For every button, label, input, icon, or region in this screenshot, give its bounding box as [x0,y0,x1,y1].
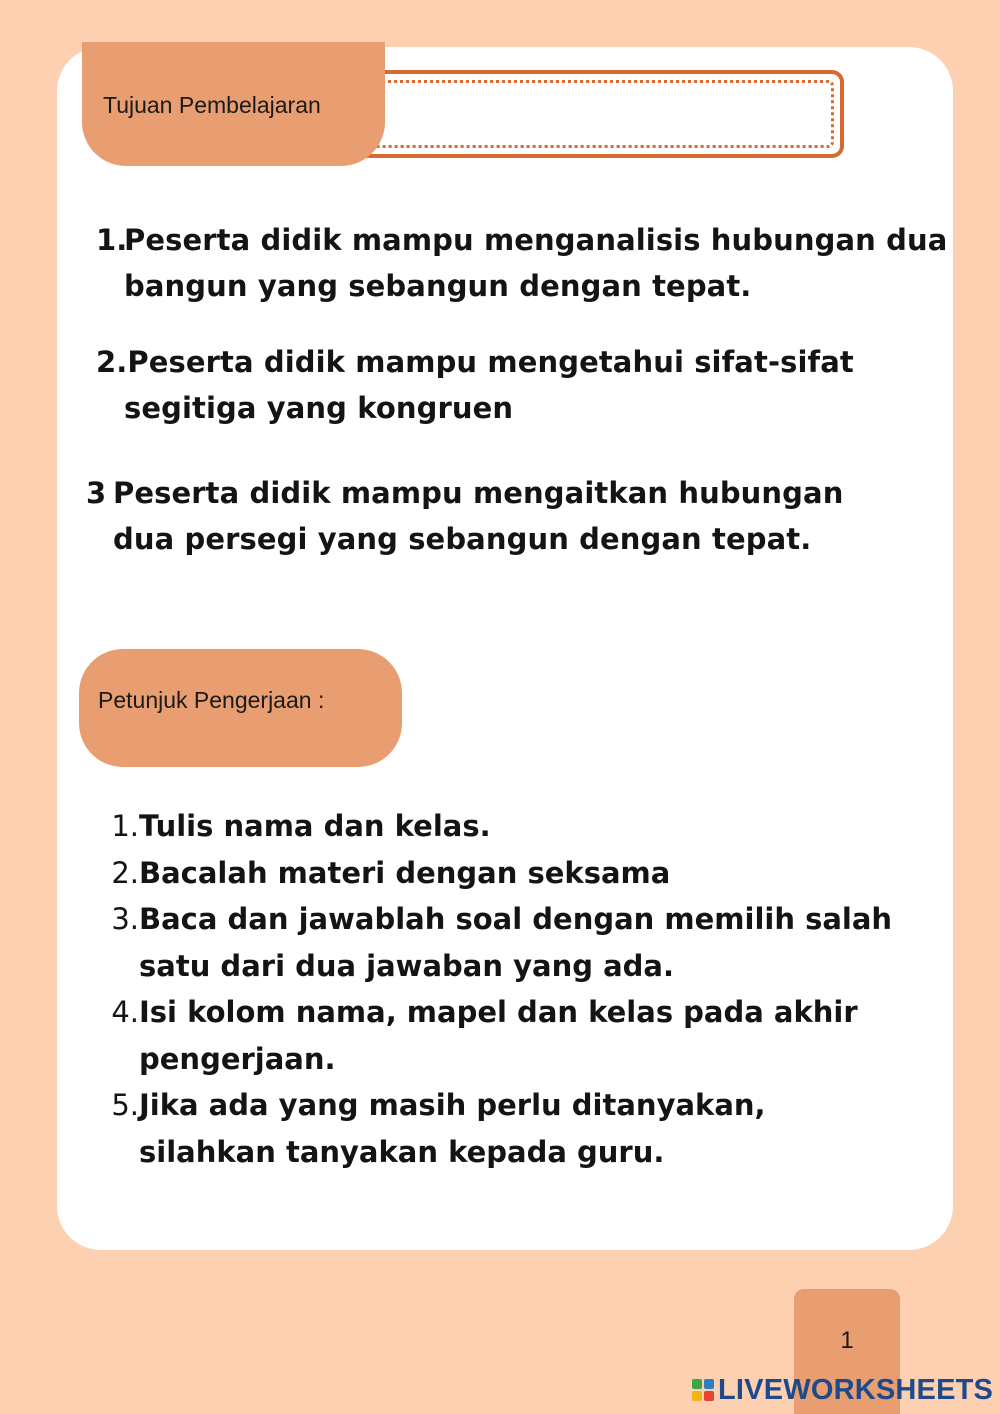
tujuan-pembelajaran-tab [82,42,385,166]
instruction-number: 3. [111,902,139,936]
instruction-item [105,989,895,1082]
goal-line: bangun yang sebangun dengan tepat. [124,269,752,303]
instruction-text: Isi kolom nama, mapel dan kelas pada akhir pengerjaan. [139,995,858,1076]
instruction-item [105,896,895,989]
title-banner-frame [318,70,844,158]
instruction-list [105,803,895,1175]
page-number: 1 [840,1327,854,1354]
goal-line: segitiga yang kongruen [124,391,514,425]
goal-item [96,339,854,431]
logo-square-icon [704,1391,714,1401]
instruction-text: Tulis nama dan kelas. [139,809,491,843]
goal-line: Peserta didik mampu mengaitkan hubungan [113,476,844,510]
instruction-item [105,850,895,897]
logo-square-icon [692,1391,702,1401]
goal-number: 3 [86,476,107,510]
instruction-number: 2. [111,855,139,890]
goal-line: Peserta didik mampu mengetahui sifat-sifat [127,345,854,379]
title-banner-dotted-border [328,80,834,148]
instruction-text: Baca dan jawablah soal dengan memilih salah satu dari dua jawaban yang ada. [139,902,893,983]
liveworksheets-logo [692,1372,993,1408]
liveworksheets-logo-icon [692,1379,714,1401]
logo-square-icon [704,1379,714,1389]
goal-number: 1. [96,223,128,257]
instruction-text: Jika ada yang masih perlu ditanyakan, silahkan tanyakan kepada guru. [139,1088,766,1169]
logo-square-icon [692,1379,702,1389]
liveworksheets-logo-text: LIVEWORKSHEETS [718,1373,994,1406]
instruction-item [105,803,895,850]
goal-item [96,217,947,309]
instruction-number: 5. [111,1088,139,1122]
goal-item [86,470,843,562]
petunjuk-pengerjaan-label: Petunjuk Pengerjaan : [98,687,325,713]
instruction-number: 4. [111,995,139,1029]
petunjuk-pengerjaan-tab [79,649,402,767]
instruction-item [105,1082,895,1175]
instruction-text: Bacalah materi dengan seksama [139,855,671,890]
instruction-number: 1. [111,809,139,843]
goal-line: Peserta didik mampu menganalisis hubungan dua [124,223,948,257]
goal-line: dua persegi yang sebangun dengan tepat. [113,522,812,556]
goal-number: 2. [96,345,128,379]
tujuan-pembelajaran-label: Tujuan Pembelajaran [103,92,321,118]
